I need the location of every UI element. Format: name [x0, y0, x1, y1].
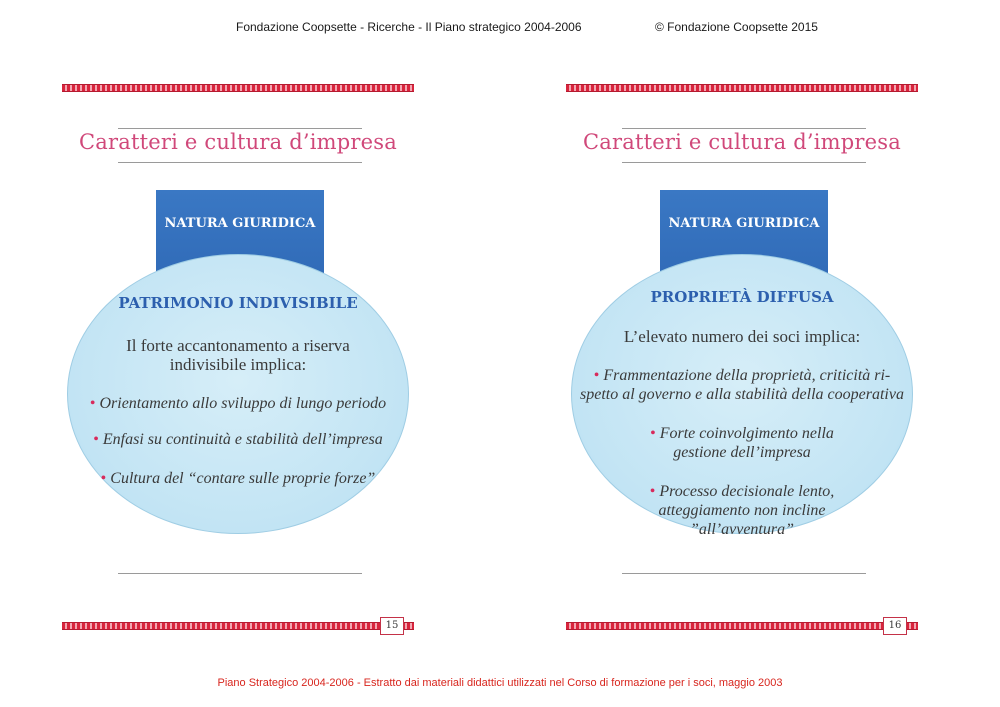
bullet-text: gestione dell’impresa	[673, 444, 811, 461]
bullet-text: Orientamento allo sviluppo di lungo periodo	[99, 395, 387, 412]
bullet-item	[566, 482, 918, 539]
bullet-item	[62, 469, 414, 488]
bullet-dot-icon: •	[649, 483, 656, 500]
title-rule-bottom	[118, 162, 362, 163]
bullet-item	[566, 424, 918, 462]
bullet-item	[62, 394, 414, 413]
intro-text	[82, 336, 394, 374]
slide-title: Caratteri e cultura d’impresa	[79, 130, 397, 154]
bullet-item	[62, 430, 414, 449]
page-number: 15	[380, 617, 404, 635]
bullet-text: Frammentazione della proprietà, criticità ri-	[603, 367, 891, 384]
intro-line: Il forte accantonamento a riserva	[126, 336, 350, 355]
bullet-item	[566, 366, 918, 404]
category-label: NATURA GIURIDICA	[668, 216, 820, 231]
slide-title: Caratteri e cultura d’impresa	[583, 130, 901, 154]
title-rule-top	[118, 128, 362, 129]
bullet-text: spetto al governo e alla stabilità della cooperativa	[580, 386, 904, 403]
bottom-rule	[118, 573, 362, 574]
header-left-text: Fondazione Coopsette - Ricerche - Il Piano strategico 2004-2006	[236, 20, 582, 34]
bottom-red-band	[566, 622, 918, 630]
top-red-band	[566, 84, 918, 92]
bullet-dot-icon: •	[593, 367, 600, 384]
bullet-text: Processo decisionale lento,	[659, 483, 835, 500]
ellipse-heading: PROPRIETÀ DIFFUSA	[650, 288, 834, 306]
slide-15	[62, 82, 414, 642]
header-right-text: © Fondazione Coopsette 2015	[655, 20, 818, 34]
category-label: NATURA GIURIDICA	[164, 216, 316, 231]
bullet-dot-icon: •	[100, 470, 107, 487]
bullet-dot-icon: •	[650, 425, 656, 442]
bottom-rule	[622, 573, 866, 574]
bullet-dot-icon: •	[89, 395, 96, 412]
title-rule-top	[622, 128, 866, 129]
bullet-text: ”all’avventura”	[690, 521, 794, 538]
title-rule-bottom	[622, 162, 866, 163]
page-number: 16	[883, 617, 907, 635]
bullet-text: Cultura del “contare sulle proprie forze”	[110, 470, 376, 487]
top-red-band	[62, 84, 414, 92]
slide-16	[566, 82, 918, 642]
bullet-dot-icon: •	[93, 431, 99, 448]
intro-text	[586, 327, 898, 346]
intro-line: L’elevato numero dei soci implica:	[623, 327, 861, 346]
footer-text: Piano Strategico 2004-2006 - Estratto dai materiali didattici utilizzati nel Corso di formazione per i soci, maggio 2003	[217, 677, 783, 689]
bullet-text: atteggiamento non incline	[658, 502, 826, 519]
intro-line: indivisibile implica:	[169, 355, 307, 374]
bullet-text: Enfasi su continuità e stabilità dell’impresa	[102, 431, 383, 448]
ellipse-heading: PATRIMONIO INDIVISIBILE	[118, 294, 358, 312]
bottom-red-band	[62, 622, 414, 630]
bullet-text: Forte coinvolgimento nella	[659, 425, 834, 442]
